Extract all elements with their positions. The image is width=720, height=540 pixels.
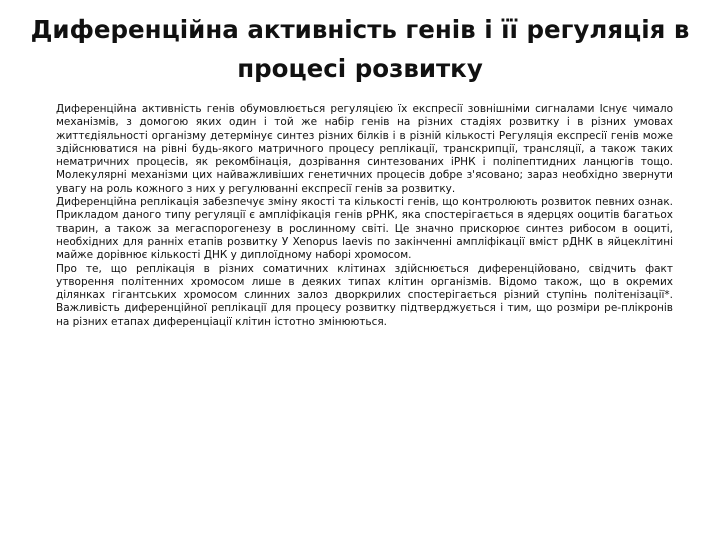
body-paragraph-1: Диференційна активність генів обумовлюється регуляцією їх експресії зовнішніми сигналами Існує чимало механізмів, з домогою яких один і той же набір генів на різних стадіях розвитку і в різних умовах життєдіяльності організму детермінує синтез різних білків і в різній кількості Регуляція експресії генів може здійснюватися на рівні будь-якого матричного процесу реплікації, транскрипції, трансляції, а також таких нематричних процесів, як рекомбінація, дозрівання синтезованих іРНК і поліпептидних ланцюгів тощо. Молекулярні механізми цих найважливіших генетичних процесів добре з'ясовано; зараз необхідно звернути увагу на роль кожного з них у регулюванні експресії генів за розвитку. (56, 103, 673, 195)
slide-title: Диференційна активність генів і її регуляція в процесі розвитку (30, 15, 690, 83)
body-paragraph-2: Диференційна реплікація забезпечує зміну якості та кількості генів, що контролюють розвиток певних ознак. Прикладом даного типу регуляції є ампліфікація генів рРНК, яка спостерігається в ядерцях ооцитів багатьох тварин, а також за мегаспорогенезу в рослинному світі. Це значно прискорює синтез рибосом в ооциті, необхідних для ранніх етапів розвитку У Xenopus laevis по закінченні ампліфікації вміст рДНК в яйцеклітині майже дорівнює кількості ДНК у диплоїдному наборі хромосом. (56, 196, 673, 262)
body-paragraph-3: Про те, що реплікація в різних соматичних клітинах здійснюється диференційовано, свідчить факт утворення політенних хромосом лише в деяких типах клітин організмів. Відомо також, що в окремих ділянках гігантських хромосом слинних залоз дворкрилих спостерігається різний ступінь політенізації*. Важливість диференційної реплікації для процесу розвитку підтверджується і тим, що розміри ре-плікронів на різних етапах диференціації клітин істотно змінюються. (56, 262, 673, 328)
slide-body (56, 103, 673, 329)
